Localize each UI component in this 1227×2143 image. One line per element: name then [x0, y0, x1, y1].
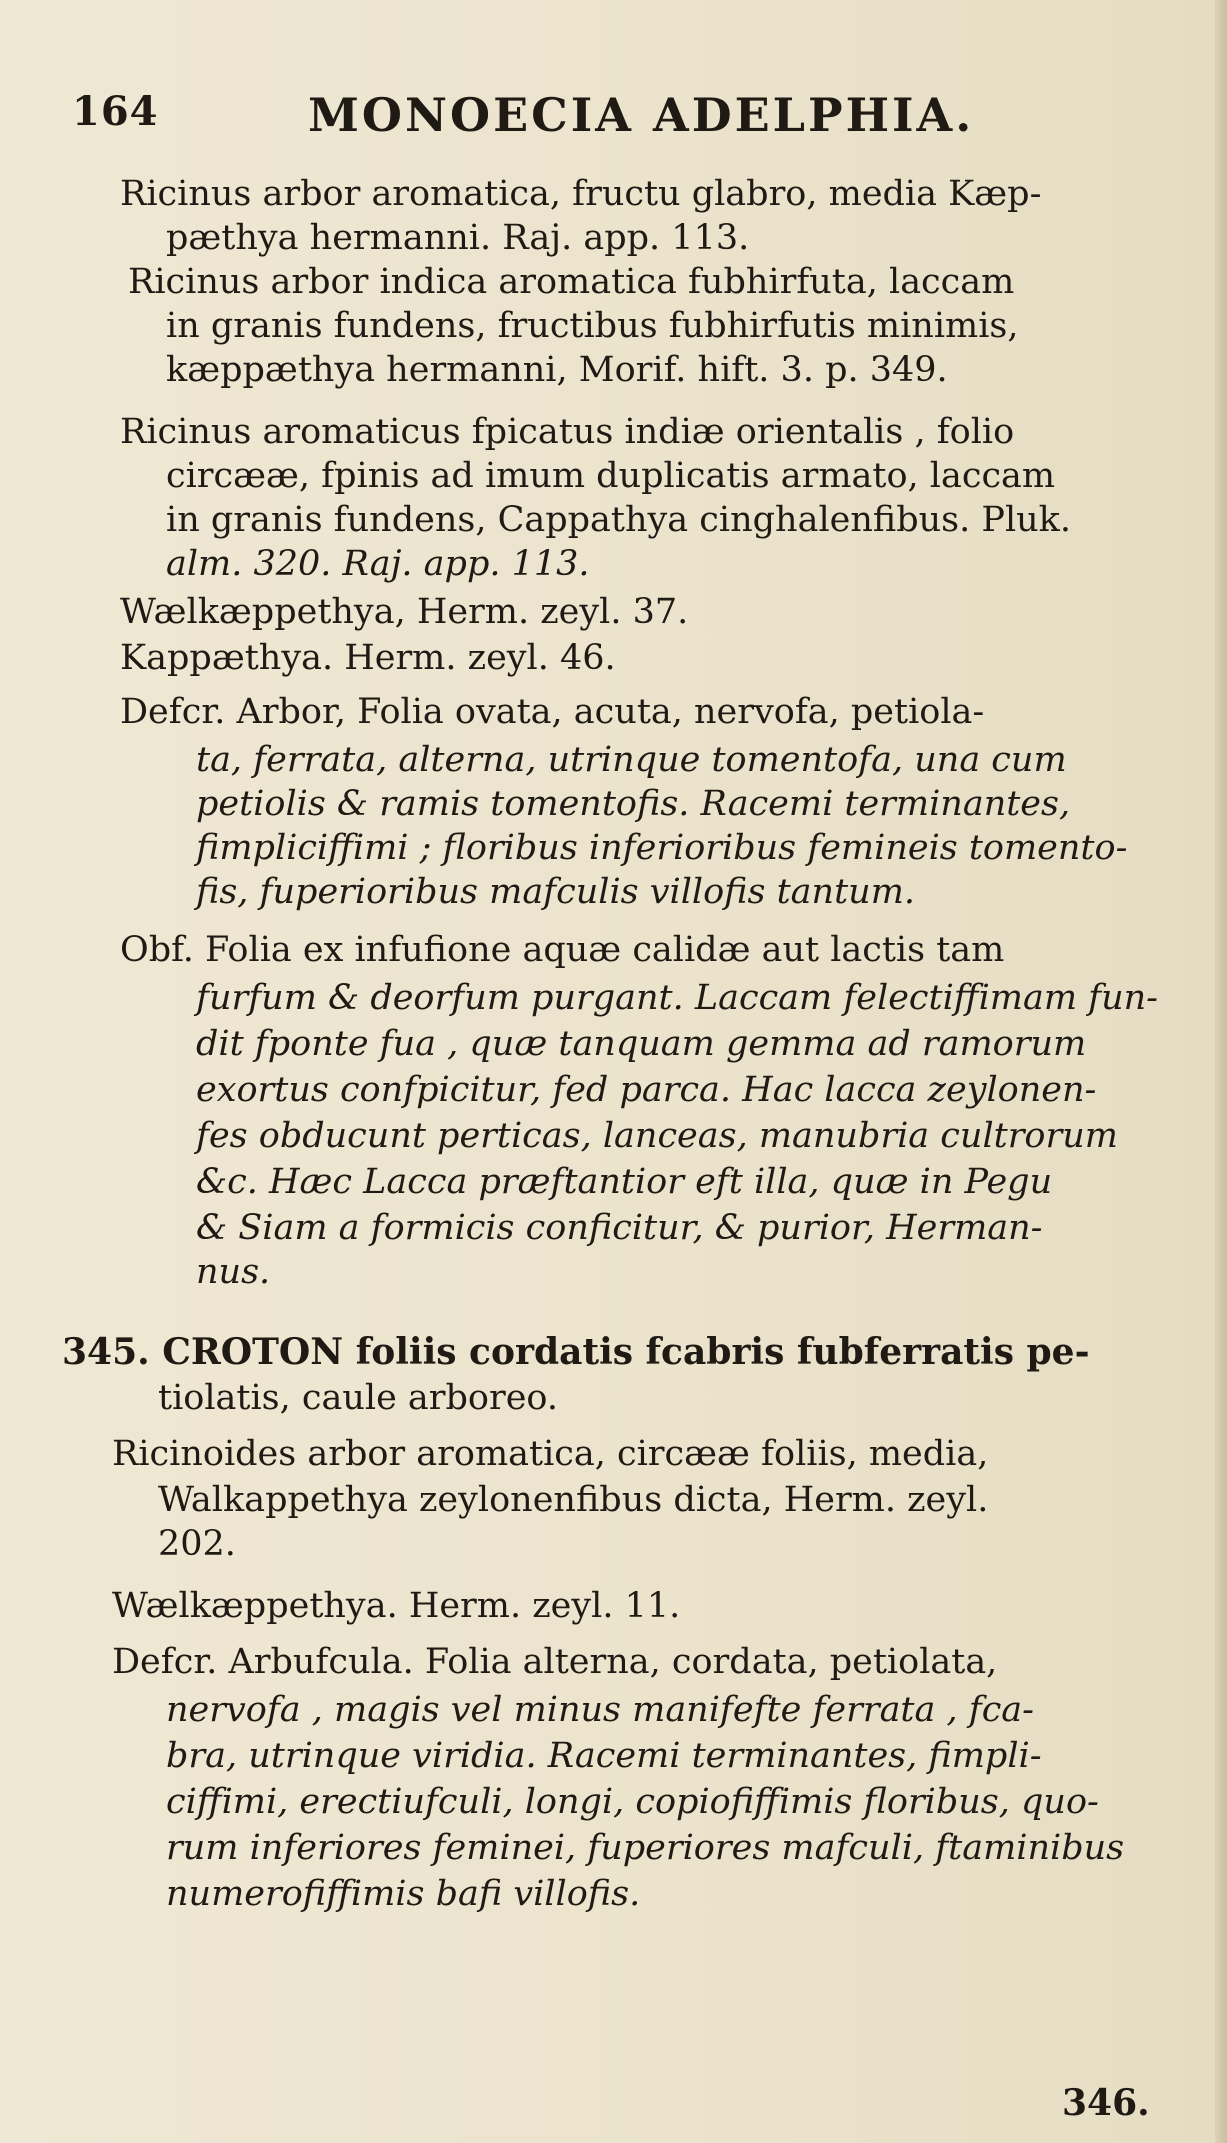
text-line: & Siam a formicis conficitur, & purior, Herman-: [196, 1208, 1043, 1248]
text-line: dit fponte fua , quæ tanquam gemma ad ramorum: [196, 1024, 1087, 1064]
text-line: Wælkæppethya. Herm. zeyl. 11.: [112, 1586, 681, 1626]
text-line: circææ, fpinis ad imum duplicatis armato, laccam: [166, 456, 1056, 496]
page-number: 164: [72, 88, 159, 135]
text-line: alm. 320. Raj. app. 113.: [166, 544, 590, 584]
text-line: pæthya hermanni. Raj. app. 113.: [166, 218, 750, 258]
text-line: Ricinus arbor indica aromatica fubhirfuta, laccam: [128, 262, 1015, 302]
species-heading: 345. CROTON foliis cordatis fcabris fubferratis pe-: [62, 1331, 1090, 1373]
text-line: Wælkæppethya, Herm. zeyl. 37.: [120, 592, 689, 632]
text-line: exortus confpicitur, fed parca. Hac lacca zeylonen-: [196, 1070, 1097, 1110]
text-line: Obf. Folia ex infufione aquæ calidæ aut lactis tam: [120, 930, 1005, 970]
text-line: Walkappethya zeylonenfibus dicta, Herm. zeyl.: [158, 1480, 989, 1520]
text-line: Ricinoides arbor aromatica, circææ foliis, media,: [112, 1434, 989, 1474]
text-line: petiolis & ramis tomentofis. Racemi terminantes,: [196, 784, 1071, 824]
text-line: ta, ferrata, alterna, utrinque tomentofa, una cum: [196, 740, 1067, 780]
text-line: fis, fuperioribus mafculis villofis tantum.: [196, 872, 916, 912]
text-line: rum inferiores feminei, fuperiores mafculi, ftaminibus: [166, 1828, 1125, 1868]
page-edge-shadow: [1215, 0, 1227, 2143]
text-line: ciffimi, erectiufculi, longi, copiofiffimis floribus, quo-: [166, 1782, 1099, 1822]
text-line: fes obducunt perticas, lanceas, manubria cultrorum: [196, 1116, 1118, 1156]
text-line: kæppæthya hermanni, Morif. hift. 3. p. 349.: [166, 350, 948, 390]
catchword: 346.: [1062, 2082, 1150, 2124]
text-line: fimpliciffimi ; floribus inferioribus femineis tomento-: [196, 828, 1128, 868]
text-line: numerofiffimis bafi villofis.: [166, 1874, 641, 1914]
text-line: bra, utrinque viridia. Racemi terminantes, fimpli-: [166, 1736, 1042, 1776]
text-line: in granis fundens, Cappathya cinghalenfibus. Pluk.: [166, 500, 1072, 540]
text-line: 202.: [158, 1524, 236, 1564]
text-line: nervofa , magis vel minus manifefte ferrata , fca-: [166, 1690, 1034, 1730]
text-line: Kappæthya. Herm. zeyl. 46.: [120, 638, 616, 678]
text-line: Ricinus aromaticus fpicatus indiæ orientalis , folio: [120, 412, 1015, 452]
text-line: Defcr. Arbufcula. Folia alterna, cordata, petiolata,: [112, 1642, 998, 1682]
page-header: [72, 88, 1072, 148]
text-line: nus.: [196, 1252, 271, 1292]
text-line: in granis fundens, fructibus fubhirfutis minimis,: [166, 306, 1019, 346]
text-line: furfum & deorfum purgant. Laccam felectiffimam fun-: [196, 978, 1159, 1018]
text-line: tiolatis, caule arboreo.: [158, 1378, 559, 1418]
text-line: Defcr. Arbor, Folia ovata, acuta, nervofa, petiola-: [120, 692, 985, 732]
running-title: MONOECIA ADELPHIA.: [308, 88, 975, 142]
text-line: &c. Hæc Lacca præftantior eft illa, quæ in Pegu: [196, 1162, 1053, 1202]
text-line: Ricinus arbor aromatica, fructu glabro, media Kæp-: [120, 174, 1042, 214]
